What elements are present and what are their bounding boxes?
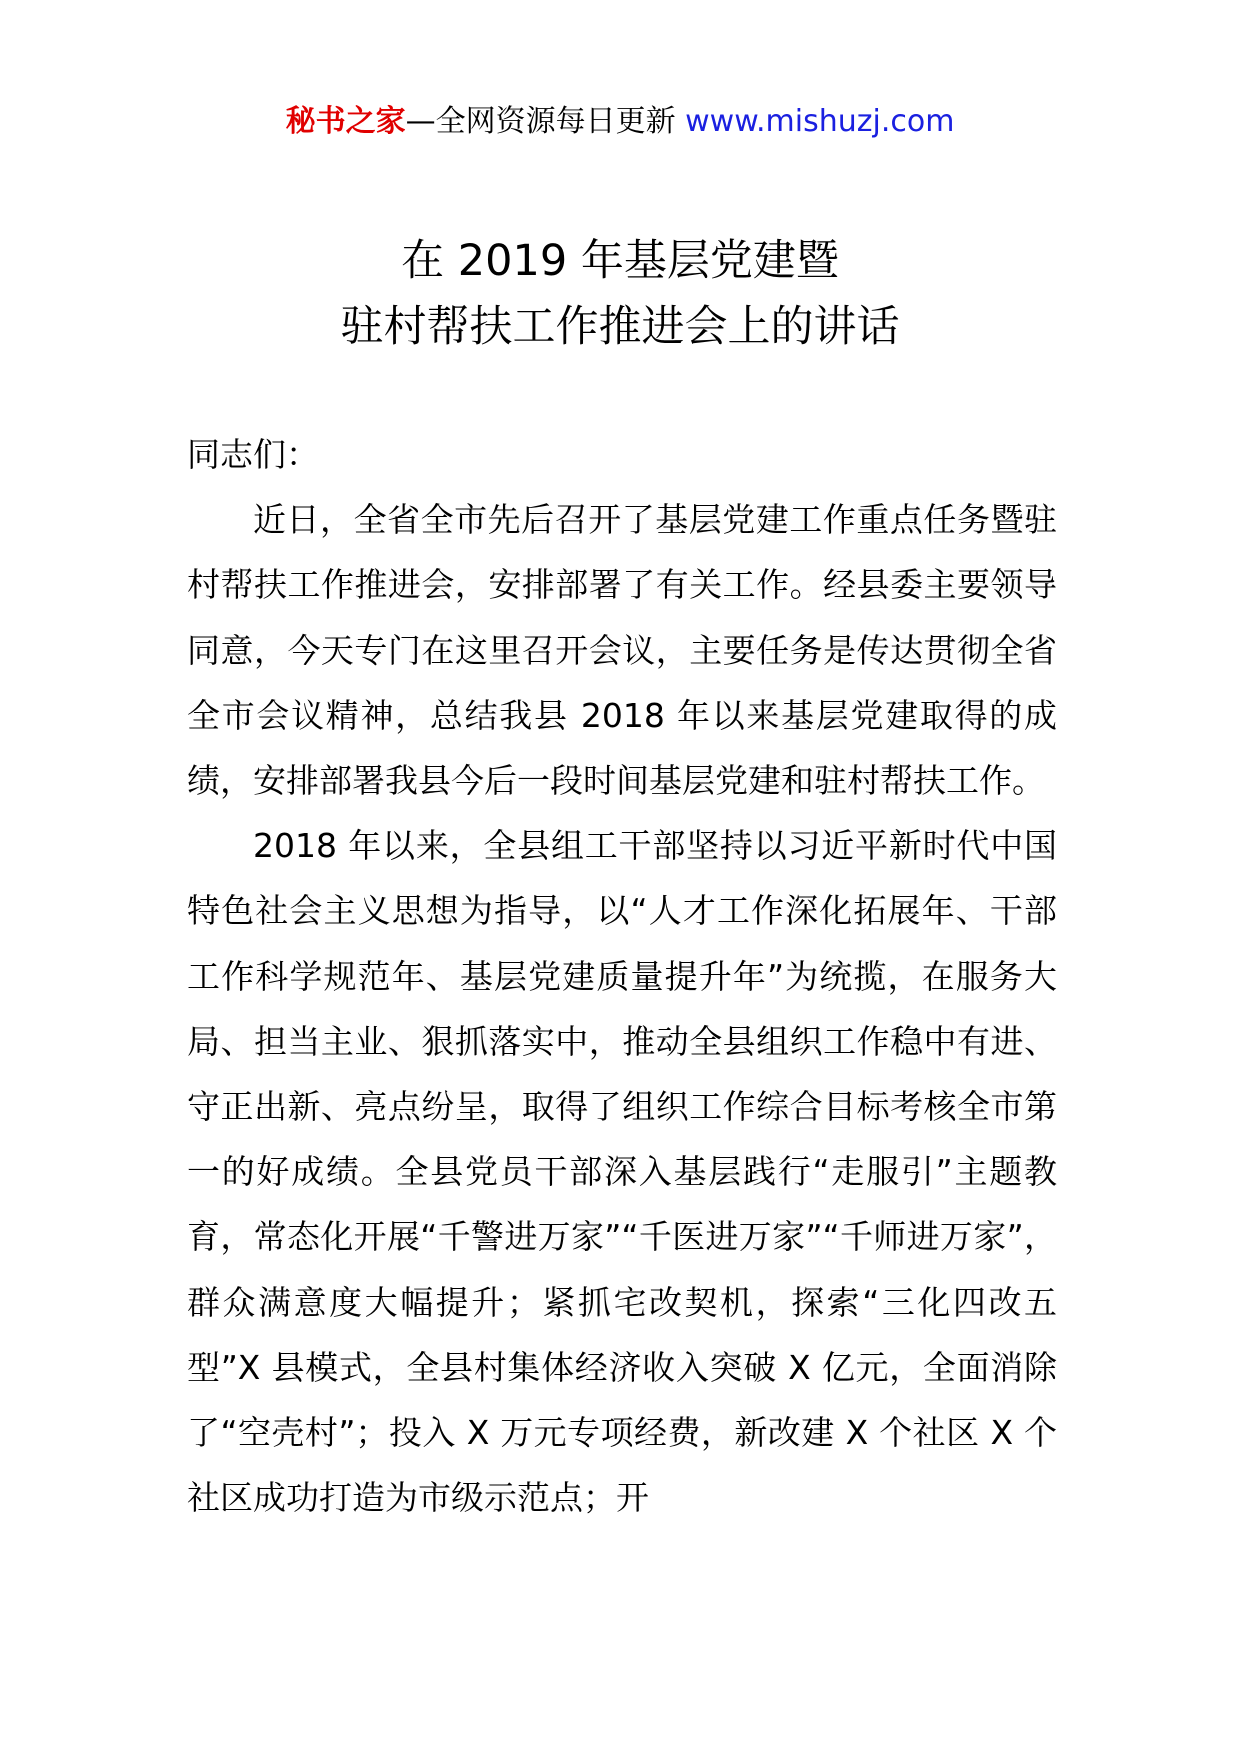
site-url-link[interactable]: www.mishuzj.com xyxy=(685,104,955,139)
document-title-line-2: 驻村帮扶工作推进会上的讲话 xyxy=(340,302,900,352)
document-title-line-1: 在 2019 年基层党建暨 xyxy=(401,236,839,286)
body-paragraph-1: 近日，全省全市先后召开了基层党建工作重点任务暨驻村帮扶工作推进会，安排部署了有关工作。经县委主要领导同意，今天专门在这里召开会议，主要任务是传达贯彻全省全市会议精神，总结我县 2018 年以来基层党建取得的成绩，安排部署我县今后一段时间基层党建和驻村帮扶工作。 xyxy=(187,500,1057,801)
site-header xyxy=(0,100,1240,144)
greeting: 同志们： xyxy=(187,435,319,474)
site-tagline: —全网资源每日更新 xyxy=(405,104,686,139)
site-brand: 秘书之家 xyxy=(285,104,406,139)
document-title xyxy=(0,228,1240,360)
document-body xyxy=(187,422,1057,1530)
body-paragraph-2: 2018 年以来，全县组工干部坚持以习近平新时代中国特色社会主义思想为指导，以“人才工作深化拓展年、干部工作科学规范年、基层党建质量提升年”为统揽，在服务大局、担当主业、狠抓落实中，推动全县组织工作稳中有进、守正出新、亮点纷呈，取得了组织工作综合目标考核全市第一的好成绩。全县党员干部深入基层践行“走服引”主题教育，常态化开展“千警进万家”“千医进万家”“千师进万家”，群众满意度大幅提升；紧抓宅改契机，探索“三化四改五型”X 县模式，全县村集体经济收入突破 X 亿元，全面消除了“空壳村”；投入 X 万元专项经费，新改建 X 个社区 X 个社区成功打造为市级示范点；开 xyxy=(187,826,1057,1518)
